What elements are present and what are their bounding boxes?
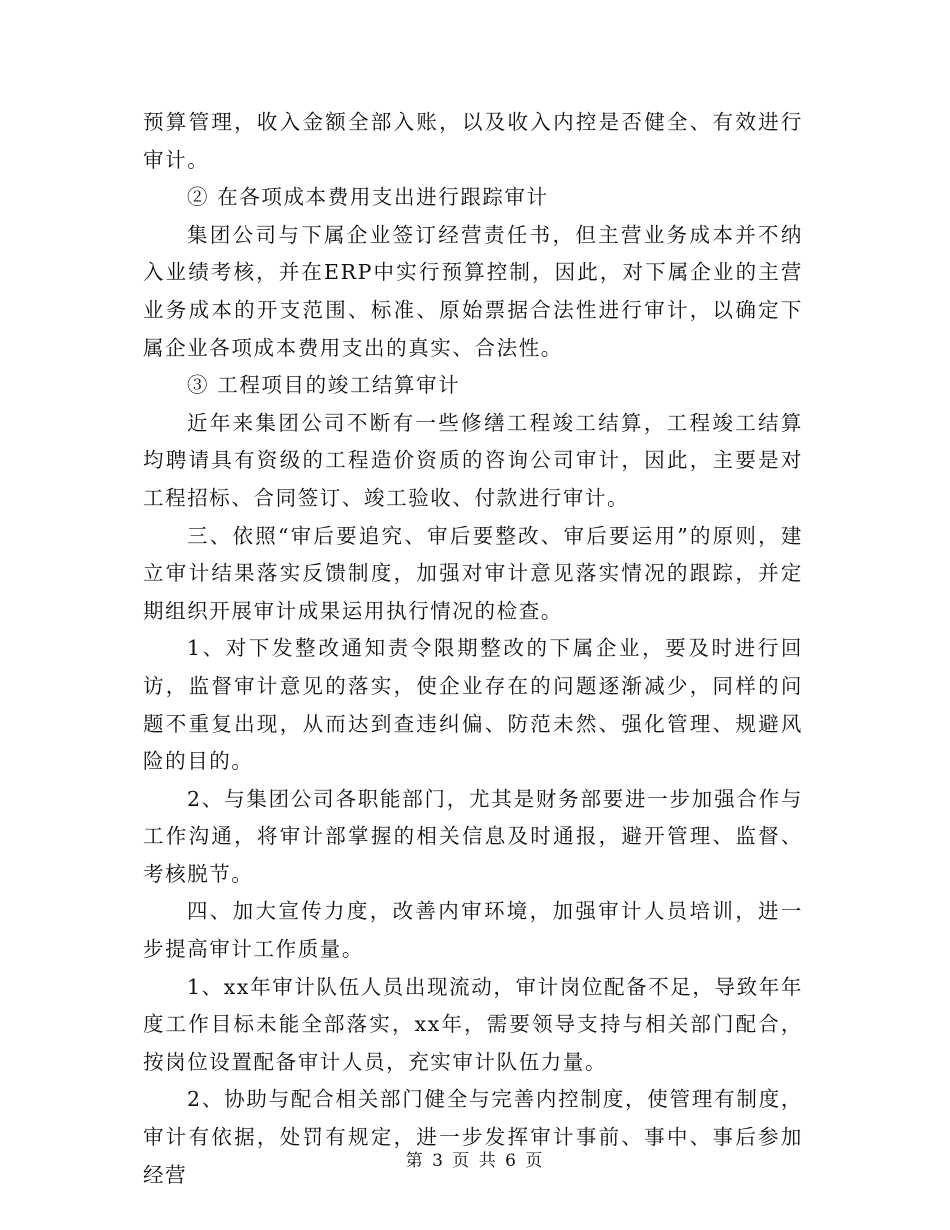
page-number-footer: 第 3 页 共 6 页 bbox=[405, 1151, 545, 1171]
paragraph: 1、xx年审计队伍人员出现流动，审计岗位配备不足，导致年年度工作目标未能全部落实，xx年，需要领导支持与相关部门配合，按岗位设置配备审计人员，充实审计队伍力量。 bbox=[143, 974, 803, 1074]
paragraph: ③ 工程项目的竣工结算审计 bbox=[187, 373, 461, 398]
paragraph: 2、协助与配合相关部门健全与完善内控制度，使管理有制度，审计有依据，处罚有规定，进一步发挥审计事前、事中、事后参加经营 bbox=[143, 1087, 803, 1187]
paragraph: 集团公司与下属企业签订经营责任书，但主营业务成本并不纳入业绩考核，并在ERP中实行预算控制，因此，对下属企业的主营业务成本的开支范围、标准、原始票据合法性进行审计，以确定下属企业各项成本费用支出的真实、合法性。 bbox=[143, 222, 803, 360]
paragraph: ② 在各项成本费用支出进行跟踪审计 bbox=[187, 185, 549, 210]
paragraph: 预算管理，收入金额全部入账，以及收入内控是否健全、有效进行审计。 bbox=[143, 110, 803, 172]
paragraph: 2、与集团公司各职能部门，尤其是财务部要进一步加强合作与工作沟通，将审计部掌握的相关信息及时通报，避开管理、监督、考核脱节。 bbox=[143, 786, 803, 886]
paragraph: 1、对下发整改通知责令限期整改的下属企业，要及时进行回访，监督审计意见的落实，使企业存在的问题逐渐减少，同样的问题不重复出现，从而达到查违纠偏、防范未然、强化管理、规避风险的目的。 bbox=[143, 636, 803, 774]
document-body bbox=[143, 104, 803, 1194]
paragraph: 近年来集团公司不断有一些修缮工程竣工结算，工程竣工结算均聘请具有资级的工程造价资质的咨询公司审计，因此，主要是对工程招标、合同签订、竣工验收、付款进行审计。 bbox=[143, 410, 803, 510]
paragraph: 三、依照“审后要追究、审后要整改、审后要运用”的原则，建立审计结果落实反馈制度，加强对审计意见落实情况的跟踪，并定期组织开展审计成果运用执行情况的检查。 bbox=[143, 523, 803, 623]
paragraph: 四、加大宣传力度，改善内审环境，加强审计人员培训，进一步提高审计工作质量。 bbox=[143, 899, 803, 962]
